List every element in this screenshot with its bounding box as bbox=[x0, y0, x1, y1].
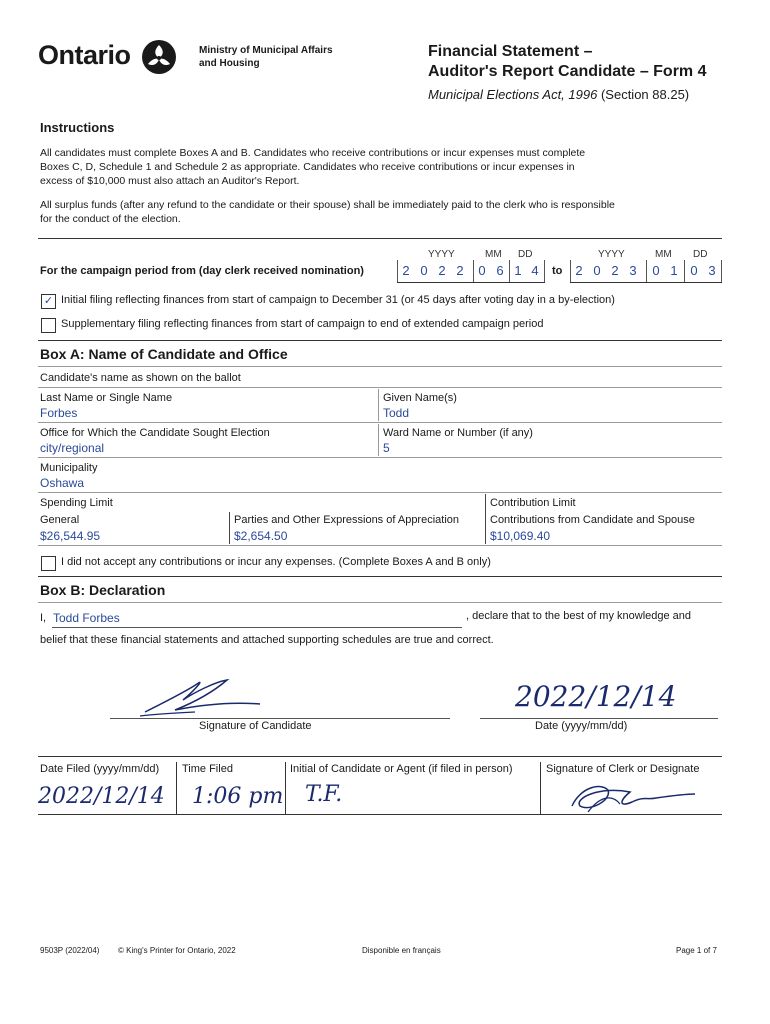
form-title: Financial Statement – Auditor's Report Candidate – Form 4 bbox=[428, 43, 707, 80]
no-contributions-label: I did not accept any contributions or incur any expenses. (Complete Boxes A and B only) bbox=[61, 556, 491, 568]
to-mm-header: MM bbox=[655, 249, 672, 260]
ontario-logo bbox=[38, 40, 188, 76]
given-name-label: Given Name(s) bbox=[383, 392, 457, 404]
form-code: 9503P (2022/04) bbox=[40, 946, 100, 955]
to-digit: 2 bbox=[611, 263, 619, 278]
trillium-icon bbox=[141, 39, 177, 75]
to-yyyy-header: YYYY bbox=[598, 249, 625, 260]
instructions-heading: Instructions bbox=[40, 120, 115, 135]
to-label: to bbox=[552, 265, 563, 277]
declare-text: , declare that to the best of my knowledge and bbox=[466, 610, 692, 622]
french-availability: Disponible en français bbox=[362, 946, 441, 955]
from-date-field[interactable] bbox=[397, 260, 545, 283]
time-filed-label: Time Filed bbox=[182, 763, 233, 775]
no-contributions-checkbox[interactable] bbox=[41, 556, 56, 571]
to-digit: 0 bbox=[652, 263, 660, 278]
contrib-candidate-label: Contributions from Candidate and Spouse bbox=[490, 514, 695, 526]
office-label: Office for Which the Candidate Sought Election bbox=[40, 427, 270, 439]
from-mm-header: MM bbox=[485, 249, 502, 260]
contrib-candidate-field[interactable]: $10,069.40 bbox=[490, 529, 551, 543]
page-number: Page 1 of 7 bbox=[676, 946, 717, 955]
from-digit: 0 bbox=[420, 263, 428, 278]
general-limit-field[interactable]: $26,544.95 bbox=[40, 529, 101, 543]
to-digit: 3 bbox=[708, 263, 716, 278]
initial-filing-checkbox[interactable]: ✓ bbox=[41, 294, 56, 309]
parties-label: Parties and Other Expressions of Appreciation bbox=[234, 514, 460, 526]
supplementary-filing-label: Supplementary filing reflecting finances from start of campaign to end of extended campaign period bbox=[61, 318, 544, 330]
clerk-signature bbox=[560, 776, 700, 816]
clerk-signature-label: Signature of Clerk or Designate bbox=[546, 763, 700, 775]
municipality-field[interactable]: Oshawa bbox=[40, 476, 85, 490]
ward-label: Ward Name or Number (if any) bbox=[383, 427, 533, 439]
municipality-label: Municipality bbox=[40, 462, 98, 474]
initial-label: Initial of Candidate or Agent (if filed in person) bbox=[290, 763, 513, 775]
to-digit: 0 bbox=[690, 263, 698, 278]
box-b-heading: Box B: Declaration bbox=[40, 582, 166, 598]
from-digit: 0 bbox=[478, 263, 486, 278]
last-name-label: Last Name or Single Name bbox=[40, 392, 173, 404]
given-name-field[interactable]: Todd bbox=[383, 406, 410, 420]
candidate-signature bbox=[135, 672, 275, 720]
parties-limit-field[interactable]: $2,654.50 bbox=[234, 529, 288, 543]
copyright: © King's Printer for Ontario, 2022 bbox=[118, 946, 236, 955]
belief-text: belief that these financial statements and attached supporting schedules are true and correct. bbox=[40, 634, 494, 646]
ministry-name: Ministry of Municipal Affairs and Housing bbox=[199, 45, 333, 69]
from-digit: 2 bbox=[456, 263, 464, 278]
from-digit: 2 bbox=[402, 263, 410, 278]
general-label: General bbox=[40, 514, 80, 526]
date-filed-label: Date Filed (yyyy/mm/dd) bbox=[40, 763, 160, 775]
ward-field[interactable]: 5 bbox=[383, 441, 390, 455]
act-reference: Municipal Elections Act, 1996 (Section 88.25) bbox=[428, 87, 690, 102]
from-dd-header: DD bbox=[518, 249, 533, 260]
declaration-date-handwritten[interactable]: 2022/12/14 bbox=[515, 680, 677, 713]
contribution-limit-label: Contribution Limit bbox=[490, 497, 576, 509]
from-digit: 1 bbox=[514, 263, 522, 278]
date-label: Date (yyyy/mm/dd) bbox=[535, 720, 628, 732]
to-digit: 3 bbox=[629, 263, 637, 278]
ballot-name-label: Candidate's name as shown on the ballot bbox=[40, 372, 241, 384]
to-digit: 0 bbox=[593, 263, 601, 278]
spending-limit-label: Spending Limit bbox=[40, 497, 113, 509]
from-yyyy-header: YYYY bbox=[428, 249, 455, 260]
to-digit: 1 bbox=[670, 263, 678, 278]
supplementary-filing-checkbox[interactable] bbox=[41, 318, 56, 333]
from-digit: 6 bbox=[496, 263, 504, 278]
time-filed-value[interactable]: 1:06 pm bbox=[192, 784, 284, 809]
last-name-field[interactable]: Forbes bbox=[40, 406, 78, 420]
office-field[interactable]: city/regional bbox=[40, 441, 105, 455]
from-digit: 2 bbox=[438, 263, 446, 278]
initial-value[interactable]: T.F. bbox=[305, 782, 343, 807]
logo-wordmark: Ontario bbox=[38, 40, 131, 70]
from-digit: 4 bbox=[531, 263, 539, 278]
to-digit: 2 bbox=[575, 263, 583, 278]
declaration-i: I, bbox=[40, 612, 47, 624]
to-dd-header: DD bbox=[693, 249, 708, 260]
box-a-heading: Box A: Name of Candidate and Office bbox=[40, 346, 288, 362]
instructions-para2: All surplus funds (after any refund to the candidate or their spouse) shall be immediately paid to the clerk who is responsible for the conduct of the election. bbox=[40, 199, 615, 225]
date-filed-value[interactable]: 2022/12/14 bbox=[38, 784, 165, 809]
instructions-para1: All candidates must complete Boxes A and B. Candidates who receive contributions or incur expenses must complete Boxes C, D, Schedule 1 and Schedule 2 as appropriate. Candidates who receive contributions or incur expenses in excess of $10,000 must also attach an Auditor's Report. bbox=[40, 147, 586, 187]
signature-candidate-label: Signature of Candidate bbox=[199, 720, 312, 732]
to-date-field[interactable] bbox=[570, 260, 722, 283]
initial-filing-label: Initial filing reflecting finances from start of campaign to December 31 (or 45 days after voting day in a by-election) bbox=[61, 294, 615, 306]
declarant-name-field[interactable]: Todd Forbes bbox=[53, 611, 120, 625]
campaign-period-label: For the campaign period from (day clerk received nomination) bbox=[40, 265, 364, 277]
